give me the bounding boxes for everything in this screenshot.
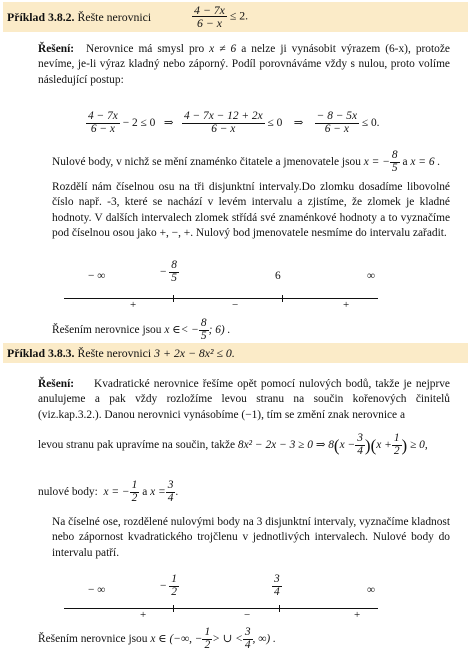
paragraph-zero-points-2: nulové body: x = − $\frac{1}{2}$ a x = $\frac{3}{4}$ . — [38, 479, 179, 504]
axis-minus-infinity: − ∞ — [88, 270, 106, 282]
axis-point-minus-8-5: − $\frac{8}{5}$ — [160, 259, 177, 284]
sign-left: + — [140, 609, 147, 621]
axis-point-3-4: $\frac{3}{4}$ — [274, 573, 280, 598]
axis-tick — [173, 605, 174, 612]
result-3-8-2: Řešením nerovnice jsou x ∈< − $\frac{8}{5}$ ; 6) . — [52, 317, 231, 342]
inequality-rhs: ≤ 2. — [229, 8, 249, 23]
solution-label: Řešení: — [38, 378, 75, 390]
axis-line — [64, 608, 378, 609]
axis-tick — [173, 295, 174, 302]
derivation-steps: $\frac{4 - 7x}{6 - x}$ − 2 ≤ 0 ⇒ $\frac{4 - 7x - 12 + 2x}{6 - x}$ ≤ 0 ⇒ $\frac{- 8 - 5x}{6 - x}$ ≤ 0. — [88, 110, 380, 135]
solution-label: Řešení: — [38, 43, 75, 55]
axis-plus-infinity: ∞ — [367, 270, 376, 282]
sign-right: + — [354, 609, 361, 621]
axis-point-minus-1-2: − $\frac{1}{2}$ — [160, 573, 177, 598]
sign-right: + — [343, 299, 350, 311]
example-title: Příklad 3.8.2. — [7, 10, 75, 24]
example-task: Řešte nerovnici — [77, 346, 152, 360]
example-header-3-8-2 — [3, 2, 468, 32]
example-task: Řešte nerovnici — [77, 10, 152, 24]
axis-tick — [279, 605, 280, 612]
axis-line — [64, 298, 378, 299]
sign-middle: − — [244, 609, 251, 621]
paragraph-zero-points: Nulové body, v nichž se mění znaménko čitatele a jmenovatele jsou x = − $\frac{8}{5}$ a x = 6 . — [52, 149, 441, 174]
axis-plus-infinity: ∞ — [367, 584, 376, 596]
paragraph-intervals: Rozdělí nám číselnou osu na tři disjunktní intervaly.Do zlomku dosadíme libovolné číslo např. -3, které se nachází v levém intervalu a zjistíme, že zlomek je kladné hodnoty. V dalších intervalech zlomek střídá své znaménkové hodnoty a to vyznačíme pod číselnou osou jako +, −, +. Nulový bod jmenovatele nesmíme do intervalu zařadit. — [52, 181, 450, 240]
inequality-fraction: $\frac{4 - 7x}{6 - x}$ — [194, 3, 225, 31]
sign-left: + — [130, 299, 137, 311]
paragraph-factorization: levou stranu pak upravíme na součin, takže 8x² − 2x − 3 ≥ 0 ⇒ 8(x − $\frac{3}{4}$ )(x + $\frac{1}{2}$ ) ≥ 0, — [38, 432, 428, 457]
paragraph-domain: Nerovnice má smysl pro x ≠ 6 a nelze ji vynásobit výrazem (6-x), protože nevíme, je-li výraz kladný nebo záporný. Podíl porovnáváme vždy s nulou, proto volíme následující postup: — [38, 43, 450, 86]
example-title: Příklad 3.8.3. — [7, 346, 75, 360]
paragraph-method: Kvadratické nerovnice řešíme opět pomocí nulových bodů, takže je nejprve anulujeme a pak vždy rozložíme levou stranu na součin kořenových činitelů (viz.kap.3.2.). Danou nerovnici vynásobíme (−1), tím se změní znak nerovnice a — [38, 378, 450, 421]
axis-point-6: 6 — [275, 270, 281, 282]
axis-minus-infinity: − ∞ — [88, 584, 106, 596]
sign-middle: − — [232, 299, 239, 311]
axis-tick — [282, 295, 283, 302]
paragraph-intervals-2: Na číselné ose, rozdělené nulovými body na 3 disjunktní intervaly, vyznačíme kladnost nebo zápornost kvadratického trojčlenu v jednotlivých intervalech. Nulové body do intervalu patří. — [52, 516, 450, 559]
example-header-3-8-3 — [3, 343, 468, 363]
inequality: 3 + 2x − 8x² ≤ 0. — [154, 346, 235, 360]
result-3-8-3: Řešením nerovnice jsou x ∈ (−∞, − $\frac{1}{2}$ > ∪ < $\frac{3}{4}$ , ∞) . — [38, 626, 276, 651]
